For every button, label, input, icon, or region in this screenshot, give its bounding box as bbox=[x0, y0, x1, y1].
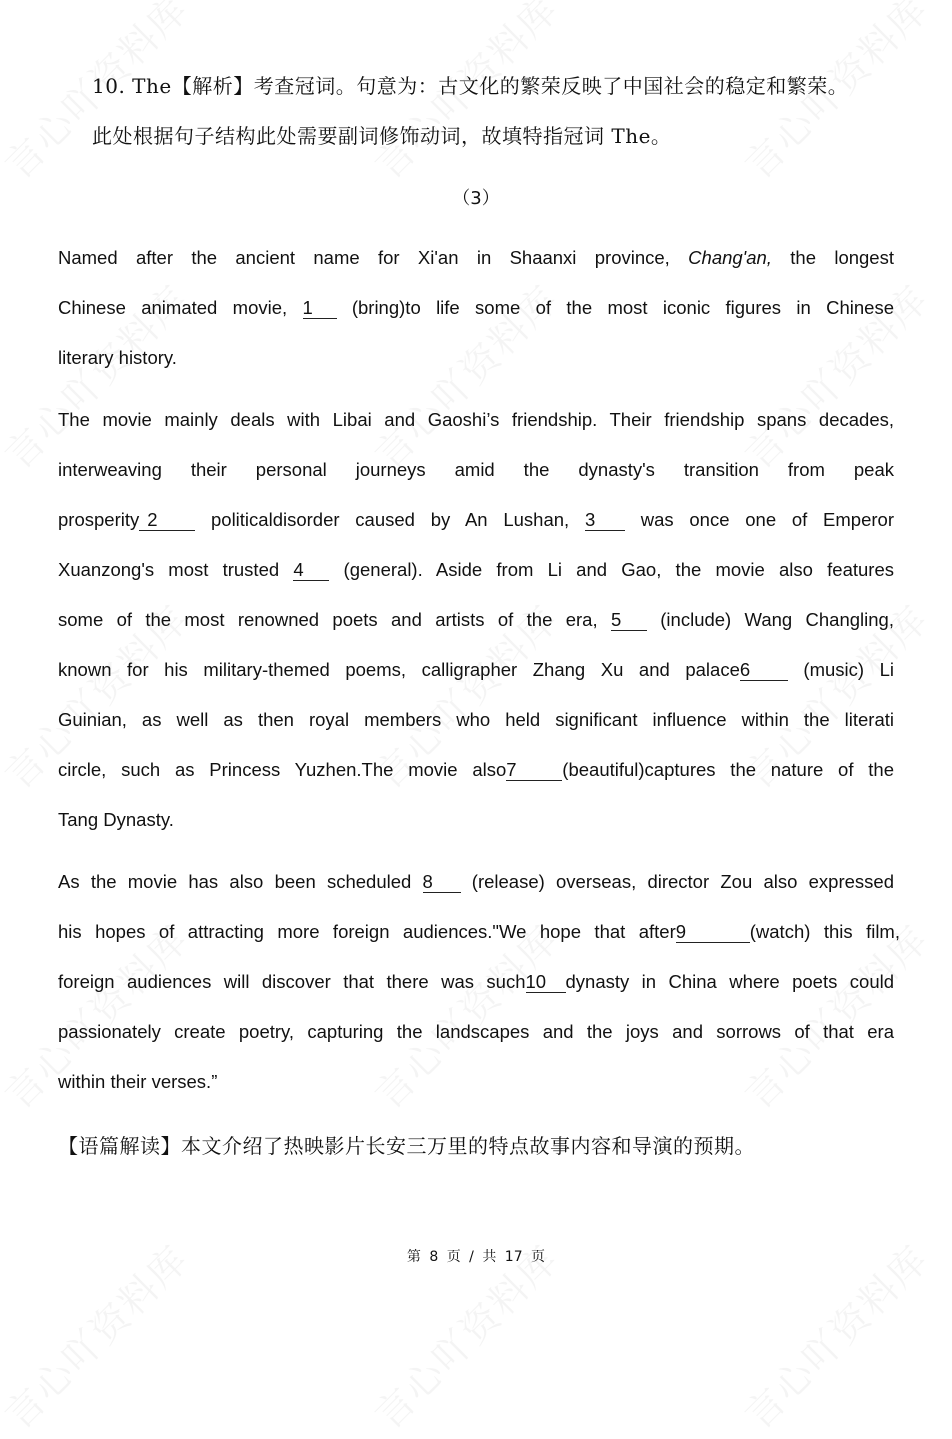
blank-10[interactable]: 10 bbox=[526, 972, 566, 993]
text-segment: circle, such as Princess Yuzhen.The movie also bbox=[58, 759, 507, 780]
text-segment: his hopes of attracting more foreign audiences."We hope that after bbox=[58, 921, 676, 942]
text-segment: Named after the ancient name for Xi'an in Shaanxi province, bbox=[58, 247, 689, 268]
text-segment: prosperity bbox=[58, 509, 140, 530]
text-line bbox=[58, 595, 894, 645]
text-segment: known for his military-themed poems, calligrapher Zhang Xu and palace bbox=[58, 659, 740, 680]
text-segment: (bring)to life some of the most iconic figures in Chinese bbox=[336, 297, 895, 318]
text-line bbox=[58, 545, 894, 595]
blank-8[interactable]: 8 bbox=[423, 872, 461, 893]
text-segment: (beautiful)captures the nature of the bbox=[562, 759, 894, 780]
text-line: The movie mainly deals with Libai and Gaoshi’s friendship. Their friendship spans decades, bbox=[58, 409, 894, 430]
text-line: within their verses.” bbox=[58, 1071, 218, 1092]
text-segment: politicaldisorder caused by An Lushan, bbox=[195, 509, 585, 530]
text-segment: (general). Aside from Li and Gao, the movie also features bbox=[329, 559, 895, 580]
blank-2[interactable]: 2 bbox=[139, 510, 195, 531]
text-line: literary history. bbox=[58, 347, 177, 368]
text-segment: Chinese animated movie, bbox=[58, 297, 303, 318]
text-line: Guinian, as well as then royal members who held significant influence within the literati bbox=[58, 709, 894, 730]
movie-title: Chang'an, bbox=[688, 247, 772, 268]
passage-paragraph-1 bbox=[58, 233, 894, 383]
text-segment: the longest bbox=[771, 247, 894, 268]
blank-3[interactable]: 3 bbox=[585, 510, 625, 531]
passage-paragraph-2 bbox=[58, 395, 894, 845]
text-segment: was once one of Emperor bbox=[624, 509, 894, 530]
text-line bbox=[58, 645, 894, 695]
text-line: passionately create poetry, capturing the landscapes and the joys and sorrows of that era bbox=[58, 1021, 894, 1042]
text-segment: (watch) this film, bbox=[749, 921, 900, 942]
text-segment: As the movie has also been scheduled bbox=[58, 871, 423, 892]
text-segment: Xuanzong's most trusted bbox=[58, 559, 294, 580]
blank-5[interactable]: 5 bbox=[611, 610, 647, 631]
text-segment: foreign audiences will discover that there was such bbox=[58, 971, 526, 992]
page-number: 第 8 页 / 共 17 页 bbox=[406, 1249, 546, 1265]
passage-paragraph-3 bbox=[58, 857, 900, 1107]
text-segment: (include) Wang Changling, bbox=[646, 609, 894, 630]
blank-9[interactable]: 9 bbox=[676, 922, 750, 943]
text-segment: some of the most renowned poets and artists of the era, bbox=[58, 609, 611, 630]
text-line: Tang Dynasty. bbox=[58, 809, 174, 830]
text-line bbox=[58, 745, 894, 795]
text-line bbox=[58, 495, 894, 545]
text-segment: (release) overseas, director Zou also expressed bbox=[460, 871, 894, 892]
text-line bbox=[58, 907, 900, 957]
blank-1[interactable]: 1 bbox=[303, 298, 337, 319]
text-line bbox=[58, 957, 894, 1007]
text-line bbox=[58, 233, 894, 283]
blank-4[interactable]: 4 bbox=[293, 560, 329, 581]
answer-explanation-line-1: 10. The【解析】考查冠词。句意为：古文化的繁荣反映了中国社会的稳定和繁荣。 bbox=[92, 74, 849, 98]
text-segment: dynasty in China where poets could bbox=[565, 971, 895, 992]
section-number: （3） bbox=[452, 188, 500, 209]
text-line bbox=[58, 857, 894, 907]
blank-7[interactable]: 7 bbox=[506, 760, 562, 781]
text-line: interweaving their personal journeys amid the dynasty's transition from peak bbox=[58, 459, 894, 480]
text-segment: (music) Li bbox=[787, 659, 894, 680]
blank-6[interactable]: 6 bbox=[740, 660, 788, 681]
answer-explanation-line-2: 此处根据句子结构此处需要副词修饰动词，故填特指冠词 The。 bbox=[92, 124, 672, 148]
text-line bbox=[58, 283, 894, 333]
reading-note: 【语篇解读】本文介绍了热映影片长安三万里的特点故事内容和导演的预期。 bbox=[58, 1134, 755, 1158]
